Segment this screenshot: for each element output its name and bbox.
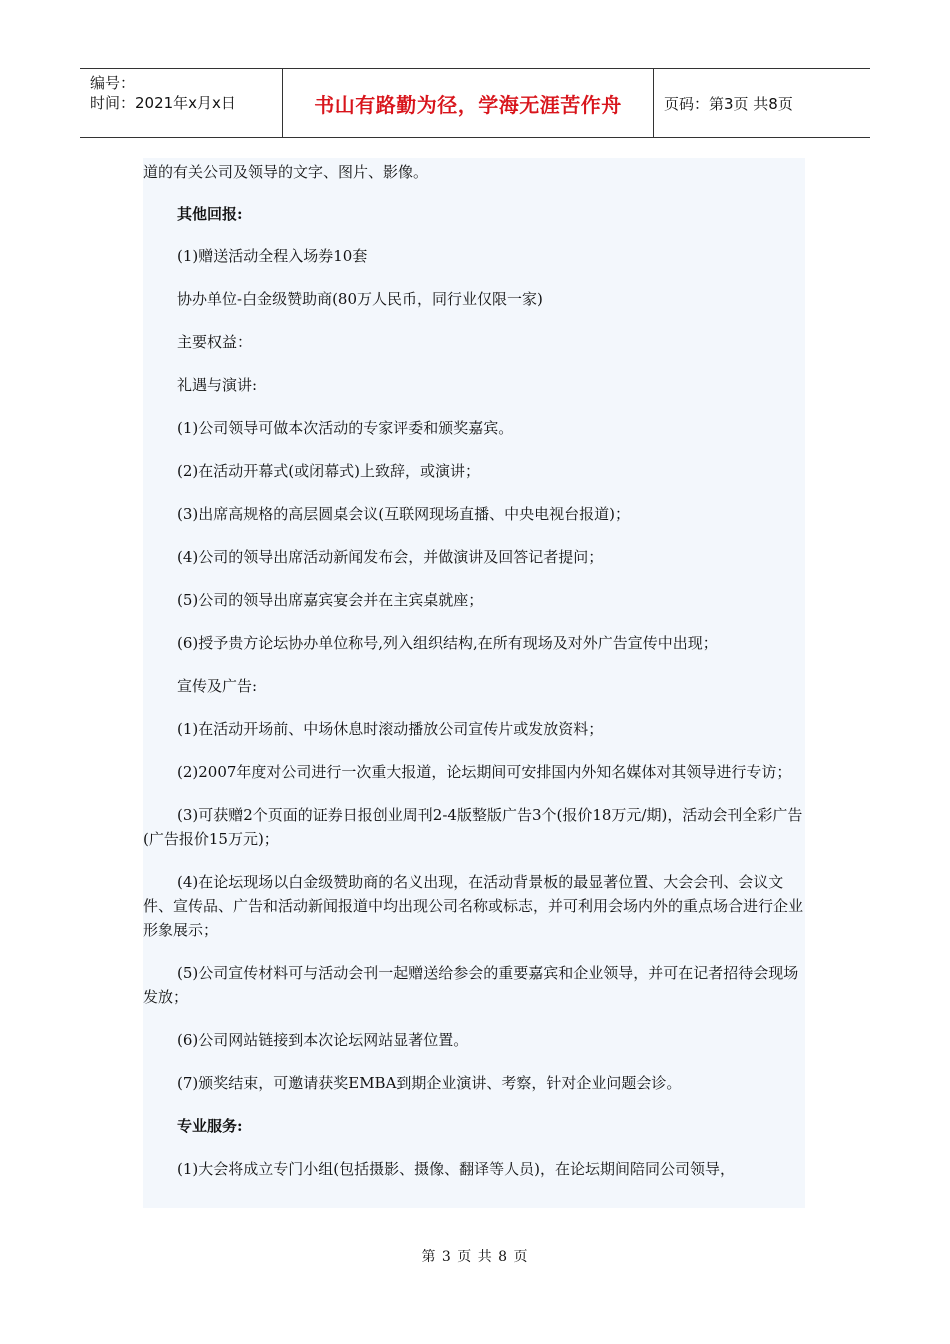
header-page-cell bbox=[654, 69, 870, 137]
section-heading: 专业服务: bbox=[177, 1117, 243, 1135]
motto-text: 书山有路勤为径，学海无涯苦作舟 bbox=[314, 92, 622, 117]
section-heading: 其他回报: bbox=[177, 205, 243, 223]
paragraph: 道的有关公司及领导的文字、图片、影像。 bbox=[143, 163, 429, 181]
paragraph: (5)公司的领导出席嘉宾宴会并在主宾桌就座； bbox=[177, 591, 484, 609]
page-label: 页码：第3页 共8页 bbox=[664, 94, 793, 113]
page-footer: 第 3 页 共 8 页 bbox=[421, 1249, 529, 1265]
page-header bbox=[80, 68, 870, 138]
number-label: 编号： bbox=[90, 74, 136, 92]
paragraph: (5)公司宣传材料可与活动会刊一起赠送给参会的重要嘉宾和企业领导，并可在记者招待会现场发放； bbox=[143, 964, 799, 1006]
paragraph: (1)赠送活动全程入场券10套 bbox=[177, 247, 368, 265]
header-motto-cell bbox=[282, 69, 654, 137]
paragraph: 协办单位-白金级赞助商(80万人民币，同行业仅限一家) bbox=[177, 290, 543, 308]
document-body bbox=[143, 160, 807, 1181]
header-meta bbox=[80, 69, 282, 137]
paragraph: (3)出席高规格的高层圆桌会议(互联网现场直播、中央电视台报道)； bbox=[177, 505, 630, 523]
paragraph: (4)公司的领导出席活动新闻发布会，并做演讲及回答记者提问； bbox=[177, 548, 604, 566]
paragraph: 宣传及广告: bbox=[177, 677, 258, 695]
paragraph: (1)在活动开场前、中场休息时滚动播放公司宣传片或发放资料； bbox=[177, 720, 604, 738]
paragraph: (1)公司领导可做本次活动的专家评委和颁奖嘉宾。 bbox=[177, 419, 514, 437]
time-label: 时间：2021年x月x日 bbox=[90, 94, 236, 112]
paragraph: (2)在活动开幕式(或闭幕式)上致辞，或演讲； bbox=[177, 462, 480, 480]
paragraph: (3)可获赠2个页面的证券日报创业周刊2-4版整版广告3个(报价18万元/期)，活动会刊全彩广告(广告报价15万元)； bbox=[143, 806, 803, 848]
paragraph: (2)2007年度对公司进行一次重大报道，论坛期间可安排国内外知名媒体对其领导进行专访； bbox=[177, 763, 792, 781]
paragraph: 礼遇与演讲: bbox=[177, 376, 258, 394]
paragraph: (6)授予贵方论坛协办单位称号,列入组织结构,在所有现场及对外广告宣传中出现； bbox=[177, 634, 718, 652]
paragraph: 主要权益： bbox=[177, 333, 253, 351]
paragraph: (1)大会将成立专门小组(包括摄影、摄像、翻译等人员)，在论坛期间陪同公司领导， bbox=[177, 1160, 735, 1178]
paragraph: (4)在论坛现场以白金级赞助商的名义出现，在活动背景板的最显著位置、大会会刊、会议文件、宣传品、广告和活动新闻报道中均出现公司名称或标志，并可利用会场内外的重点场合进行企业形象展示； bbox=[143, 873, 804, 939]
paragraph: (6)公司网站链接到本次论坛网站显著位置。 bbox=[177, 1031, 469, 1049]
paragraph: (7)颁奖结束，可邀请获奖EMBA到期企业演讲、考察，针对企业问题会诊。 bbox=[177, 1074, 682, 1092]
